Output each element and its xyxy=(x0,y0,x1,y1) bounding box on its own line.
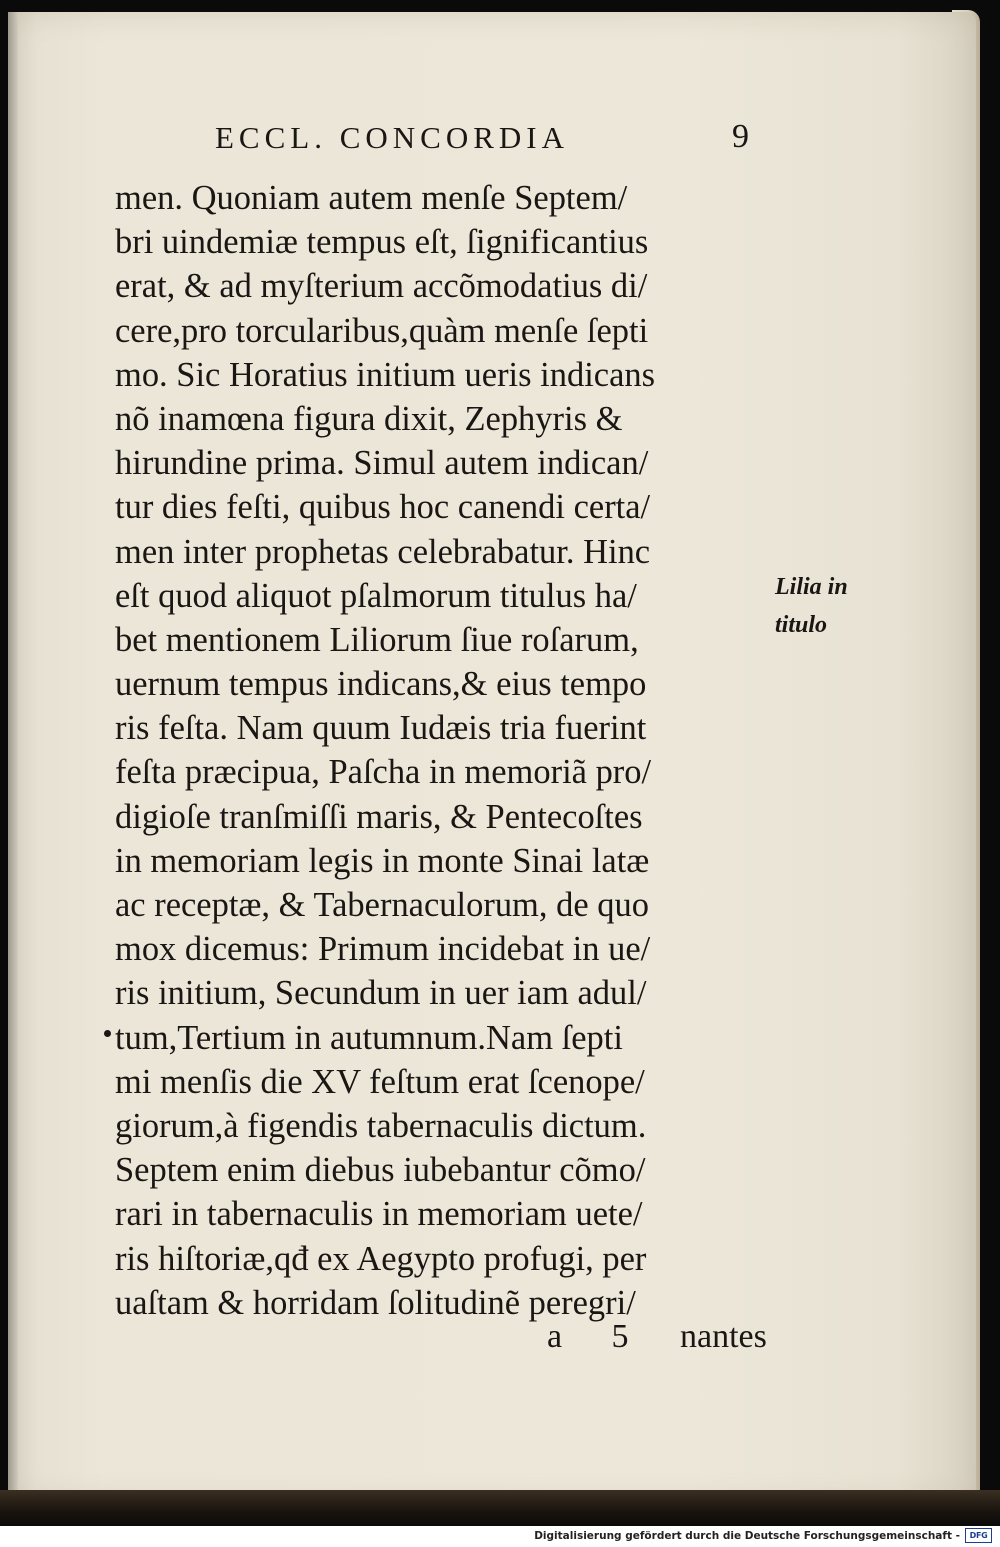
signature-letter: a xyxy=(547,1318,563,1355)
text-line: eſt quod aliquot pſalmorum titulus ha/ xyxy=(115,575,637,615)
text-line: mox dicemus: Primum incidebat in ue/ xyxy=(115,929,651,969)
margin-note-line: titulo xyxy=(775,612,828,638)
page-gutter-shadow xyxy=(8,12,18,1502)
text-line: rari in tabernaculis in memoriam uete/ xyxy=(115,1194,643,1234)
digitization-footer xyxy=(0,1526,1000,1547)
signature-number: 5 xyxy=(611,1318,629,1355)
text-line: in memoriam legis in monte Sinai latæ xyxy=(115,840,650,880)
text-line: ris initium, Secundum in uer iam adul/ xyxy=(115,973,647,1013)
text-line: mi menſis die XV feſtum erat ſcenope/ xyxy=(115,1061,645,1101)
text-line: erat, & ad myſterium accõmodatius di/ xyxy=(115,266,648,306)
signature-catchword-line xyxy=(547,1318,767,1356)
text-line: men inter prophetas celebrabatur. Hinc xyxy=(115,531,651,571)
text-line: mo. Sic Horatius initium ueris indicans xyxy=(115,354,656,394)
text-line: digioſe tranſmiſſi maris, & Pentecoſtes xyxy=(115,796,643,836)
dfg-logo-icon: DFG xyxy=(965,1528,992,1543)
body-text xyxy=(115,176,775,1325)
text-line: ris feſta. Nam quum Iudæis tria fuerint xyxy=(115,708,647,748)
text-line: bri uindemiæ tempus eſt, ſignificantius xyxy=(115,222,649,262)
ink-speck xyxy=(104,1030,111,1037)
catchword: nantes xyxy=(680,1318,767,1355)
text-line: Septem enim diebus iubebantur cõmo/ xyxy=(115,1150,646,1190)
text-line: tur dies feſti, quibus hoc canendi certa/ xyxy=(115,487,651,527)
text-line: feſta præcipua, Paſcha in memoriã pro/ xyxy=(115,752,652,792)
text-line: giorum,à figendis tabernaculis dictum. xyxy=(115,1105,647,1145)
text-line: bet mentionem Liliorum ſiue roſarum, xyxy=(115,619,639,659)
page-bottom-edge xyxy=(0,1490,1000,1526)
text-line: ac receptæ, & Tabernaculorum, de quo xyxy=(115,885,649,924)
funding-credit: Digitalisierung gefördert durch die Deutsche Forschungsgemeinschaft - xyxy=(534,1530,960,1542)
running-head: ECCL. CONCORDIA xyxy=(215,120,570,155)
text-line: men. Quoniam autem menſe Septem/ xyxy=(115,178,628,217)
text-line: ris hiſtoriæ,qđ ex Aegypto profugi, per xyxy=(115,1238,647,1278)
page-number: 9 xyxy=(732,118,749,155)
text-line: hirundine prima. Simul autem indican/ xyxy=(115,443,649,483)
text-line: uernum tempus indicans,& eius tempo xyxy=(115,664,647,704)
margin-note-line: Lilia in xyxy=(775,574,848,600)
margin-note xyxy=(775,568,848,644)
text-line: cere,pro torcularibus,quàm menſe ſepti xyxy=(115,310,649,350)
text-line: nõ inamœna figura dixit, Zephyris & xyxy=(115,398,623,438)
text-line: tum,Tertium in autumnum.Nam ſepti xyxy=(115,1017,623,1057)
text-line: uaſtam & horridam ſolitudinẽ peregri/ xyxy=(115,1282,636,1322)
